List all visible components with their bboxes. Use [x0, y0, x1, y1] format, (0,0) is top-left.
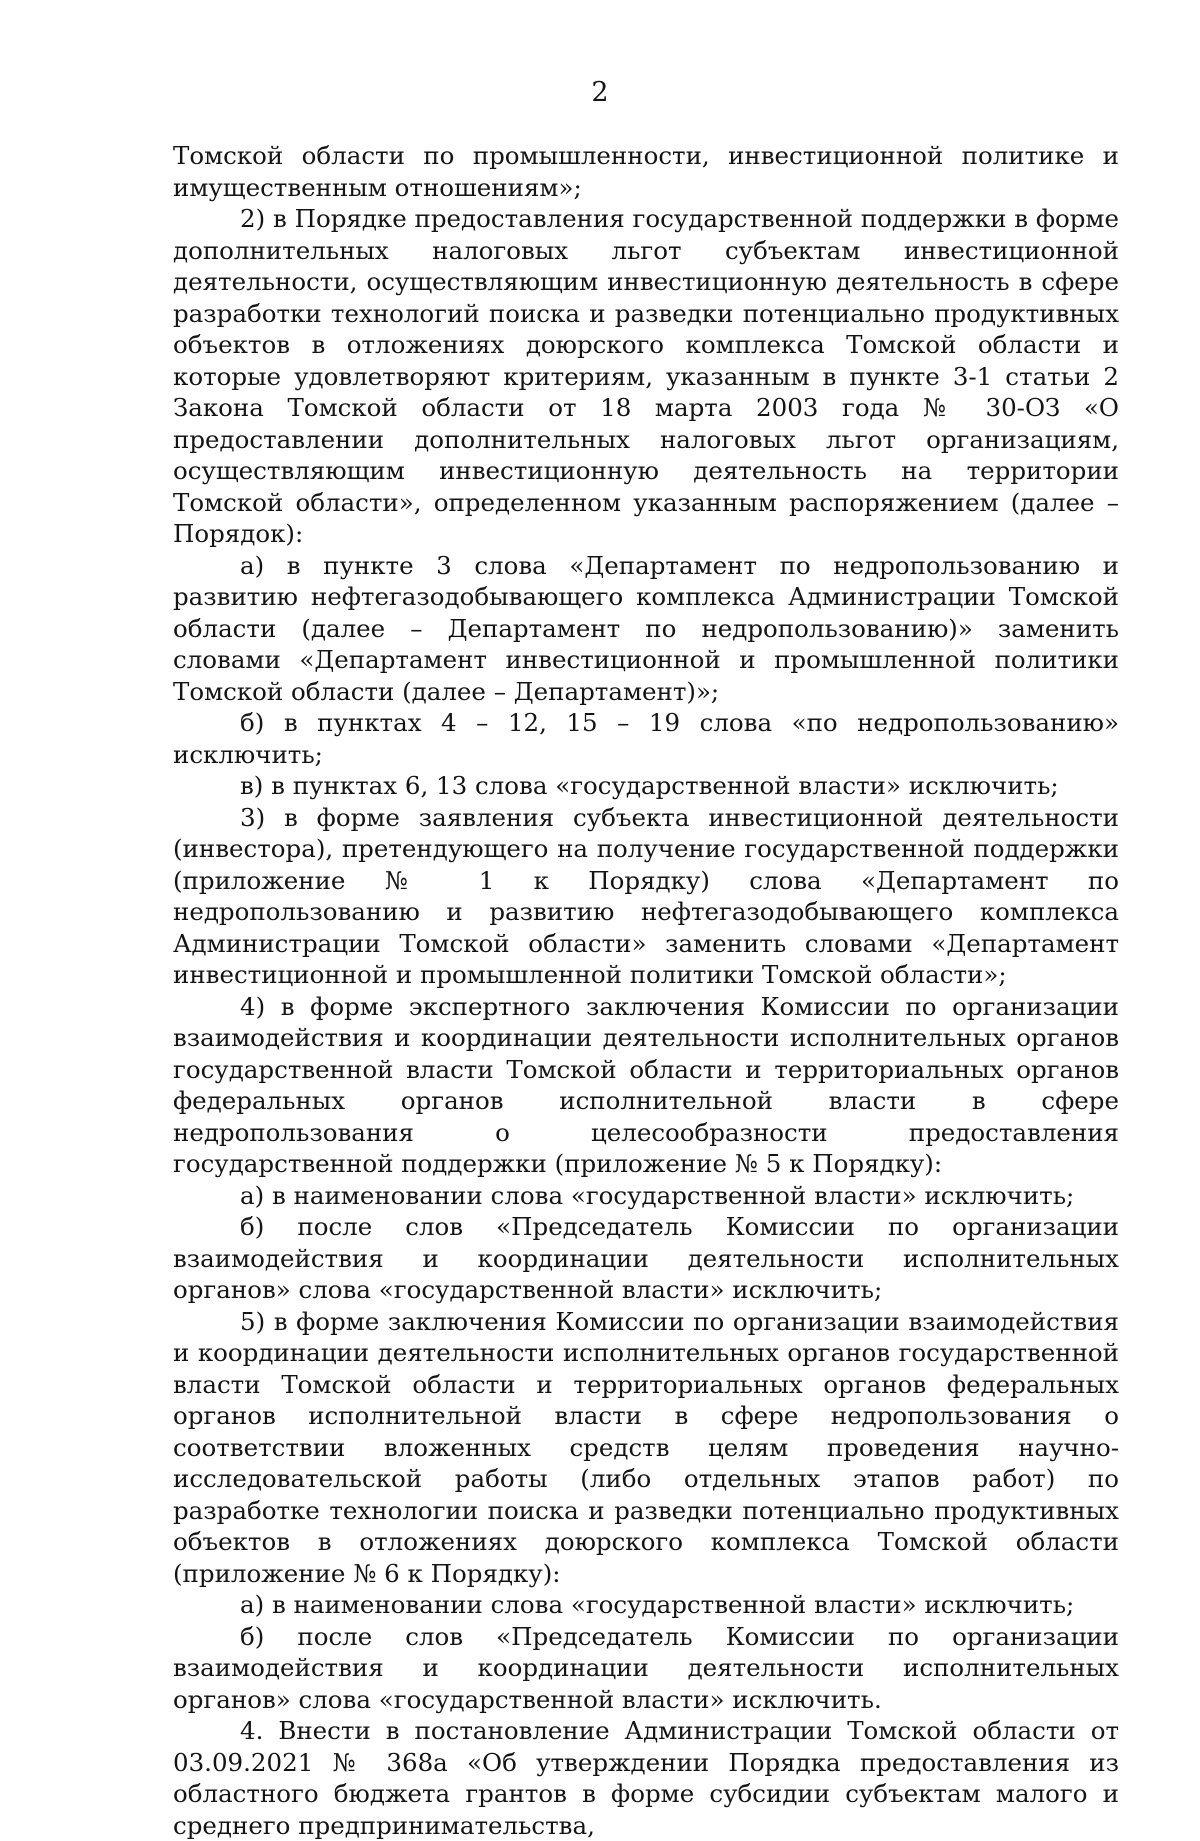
paragraph-item-4a: а) в наименовании слова «государственной власти» исключить;	[240, 1180, 1075, 1210]
paragraph-item-5: 5) в форме заключения Комиссии по организации взаимодействия и координации деятельности исполнительных органов государственной власти Томской области и территориальных органов федеральных органов исполнительной власти в сфере недропользования о соответствии вложенных средств целям проведения научно-исследовательской работы (либо отдельных этапов работ) по разработке технологии поиска и разведки потенциально продуктивных объектов в отложениях доюрского комплекса Томской области (приложение № 6 к Порядку):	[173, 1306, 1119, 1588]
paragraph-section-4: 4. Внести в постановление Администрации Томской области от 03.09.2021 № 368а «Об утверждении Порядка предоставления из областного бюджета грантов в форме субсидии субъектам малого и среднего предпринимательства,	[173, 1716, 1119, 1840]
paragraph-item-2b: б) в пунктах 4 – 12, 15 – 19 слова «по недропользованию» исключить;	[173, 708, 1119, 769]
paragraph-item-3: 3) в форме заявления субъекта инвестиционной деятельности (инвестора), претендующего на получение государственной поддержки (приложение № 1 к Порядку) слова «Департамент по недропользованию и развитию нефтегазодобывающего комплекса Администрации Томской области» заменить словами «Департамент инвестиционной и промышленной политики Томской области»;	[173, 802, 1119, 989]
paragraph-item-4b: б) после слов «Председатель Комиссии по организации взаимодействия и координации деятельности исполнительных органов» слова «государственной власти» исключить;	[173, 1212, 1119, 1304]
paragraph-item-2a: а) в пункте 3 слова «Департамент по недропользованию и развитию нефтегазодобывающего комплекса Администрации Томской области (далее – Департамент по недропользованию)» заменить словами «Департамент инвестиционной и промышленной политики Томской области (далее – Департамент)»;	[173, 550, 1119, 706]
paragraph-item-4: 4) в форме экспертного заключения Комиссии по организации взаимодействия и координации деятельности исполнительных органов государственной власти Томской области и территориальных органов федеральных органов исполнительной власти в сфере недропользования о целесообразности предоставления государственной поддержки (приложение № 5 к Порядку):	[173, 991, 1119, 1178]
paragraph-item-2v: в) в пунктах 6, 13 слова «государственной власти» исключить;	[240, 771, 1059, 800]
page-number: 2	[591, 77, 609, 108]
paragraph-item-2: 2) в Порядке предоставления государственной поддержки в форме дополнительных налоговых льгот субъектам инвестиционной деятельности, осуществляющим инвестиционную деятельность в сфере разработки технологий поиска и разведки потенциально продуктивных объектов в отложениях доюрского комплекса Томской области и которые удовлетворяют критериям, указанным в пункте 3-1 статьи 2 Закона Томской области от 18 марта 2003 года № 30-ОЗ «О предоставлении дополнительных налоговых льгот организациям, осуществляющим инвестиционную деятельность на территории Томской области», определенном указанным распоряжением (далее – Порядок):	[173, 204, 1119, 548]
paragraph-continuation: Томской области по промышленности, инвестиционной политике и имущественным отношениям»;	[173, 141, 1119, 202]
document-body	[173, 140, 1119, 1841]
paragraph-item-5b: б) после слов «Председатель Комиссии по организации взаимодействия и координации деятельности исполнительных органов» слова «государственной власти» исключить.	[173, 1621, 1119, 1714]
paragraph-item-5a: а) в наименовании слова «государственной власти» исключить;	[240, 1590, 1075, 1619]
